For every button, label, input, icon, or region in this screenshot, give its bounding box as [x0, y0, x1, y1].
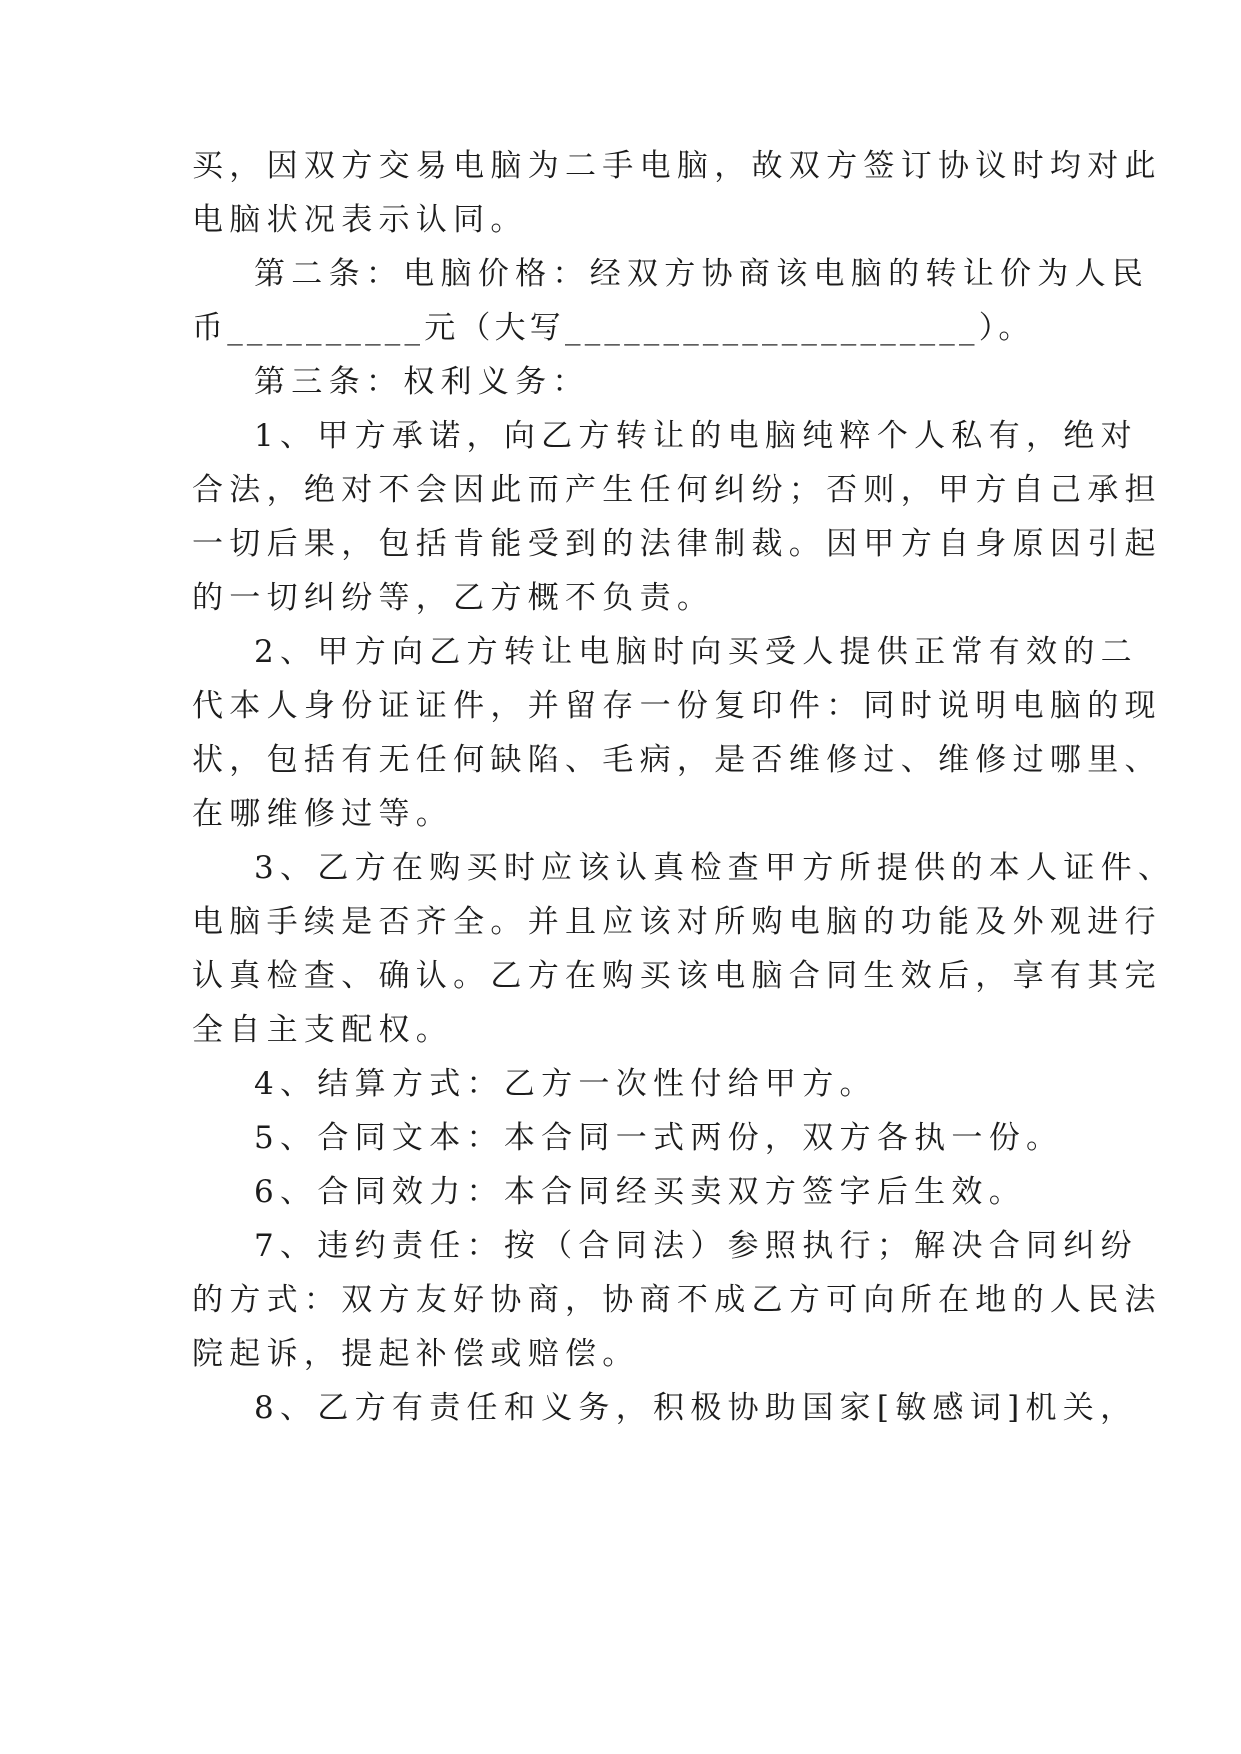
- clause-6: 6、合同效力：本合同经买卖双方签字后生效。: [254, 1174, 1027, 1210]
- clause-4: 4、结算方式：乙方一次性付给甲方。: [254, 1066, 877, 1102]
- clause-1: 1、甲方承诺，向乙方转让的电脑纯粹个人私有，绝对: [254, 418, 1138, 454]
- text-line: 代本人身份证证件，并留存一份复印件：同时说明电脑的现: [192, 688, 1162, 724]
- clause-5: 5、合同文本：本合同一式两份，双方各执一份。: [254, 1120, 1064, 1156]
- text-line: 的方式：双方友好协商，协商不成乙方可向所在地的人民法: [192, 1282, 1162, 1318]
- clause-2: 2、甲方向乙方转让电脑时向买受人提供正常有效的二: [254, 634, 1138, 670]
- article-3-heading: 第三条：权利义务：: [254, 364, 590, 400]
- clause-8: 8、乙方有责任和义务，积极协助国家[敏感词]机关，: [254, 1390, 1138, 1426]
- text-line: 认真检查、确认。乙方在购买该电脑合同生效后，享有其完: [192, 958, 1162, 994]
- price-blank-line: 币__________元（大写_____________________）。: [192, 310, 1034, 346]
- text-line: 合法，绝对不会因此而产生任何纠纷；否则，甲方自己承担: [192, 472, 1162, 508]
- text-line: 院起诉，提起补偿或赔偿。: [192, 1336, 640, 1372]
- text-line: 买，因双方交易电脑为二手电脑，故双方签订协议时均对此: [192, 148, 1162, 184]
- text-line: 全自主支配权。: [192, 1012, 454, 1048]
- text-line: 状，包括有无任何缺陷、毛病，是否维修过、维修过哪里、: [192, 742, 1162, 778]
- article-2-heading: 第二条：电脑价格：经双方协商该电脑的转让价为人民: [254, 256, 1150, 292]
- text-line: 电脑状况表示认同。: [192, 202, 528, 238]
- clause-3: 3、乙方在购买时应该认真检查甲方所提供的本人证件、: [254, 850, 1176, 886]
- clause-7: 7、违约责任：按（合同法）参照执行；解决合同纠纷: [254, 1228, 1138, 1264]
- text-line: 一切后果，包括肯能受到的法律制裁。因甲方自身原因引起: [192, 526, 1162, 562]
- text-line: 的一切纠纷等，乙方概不负责。: [192, 580, 715, 616]
- text-line: 电脑手续是否齐全。并且应该对所购电脑的功能及外观进行: [192, 904, 1162, 940]
- text-line: 在哪维修过等。: [192, 796, 454, 832]
